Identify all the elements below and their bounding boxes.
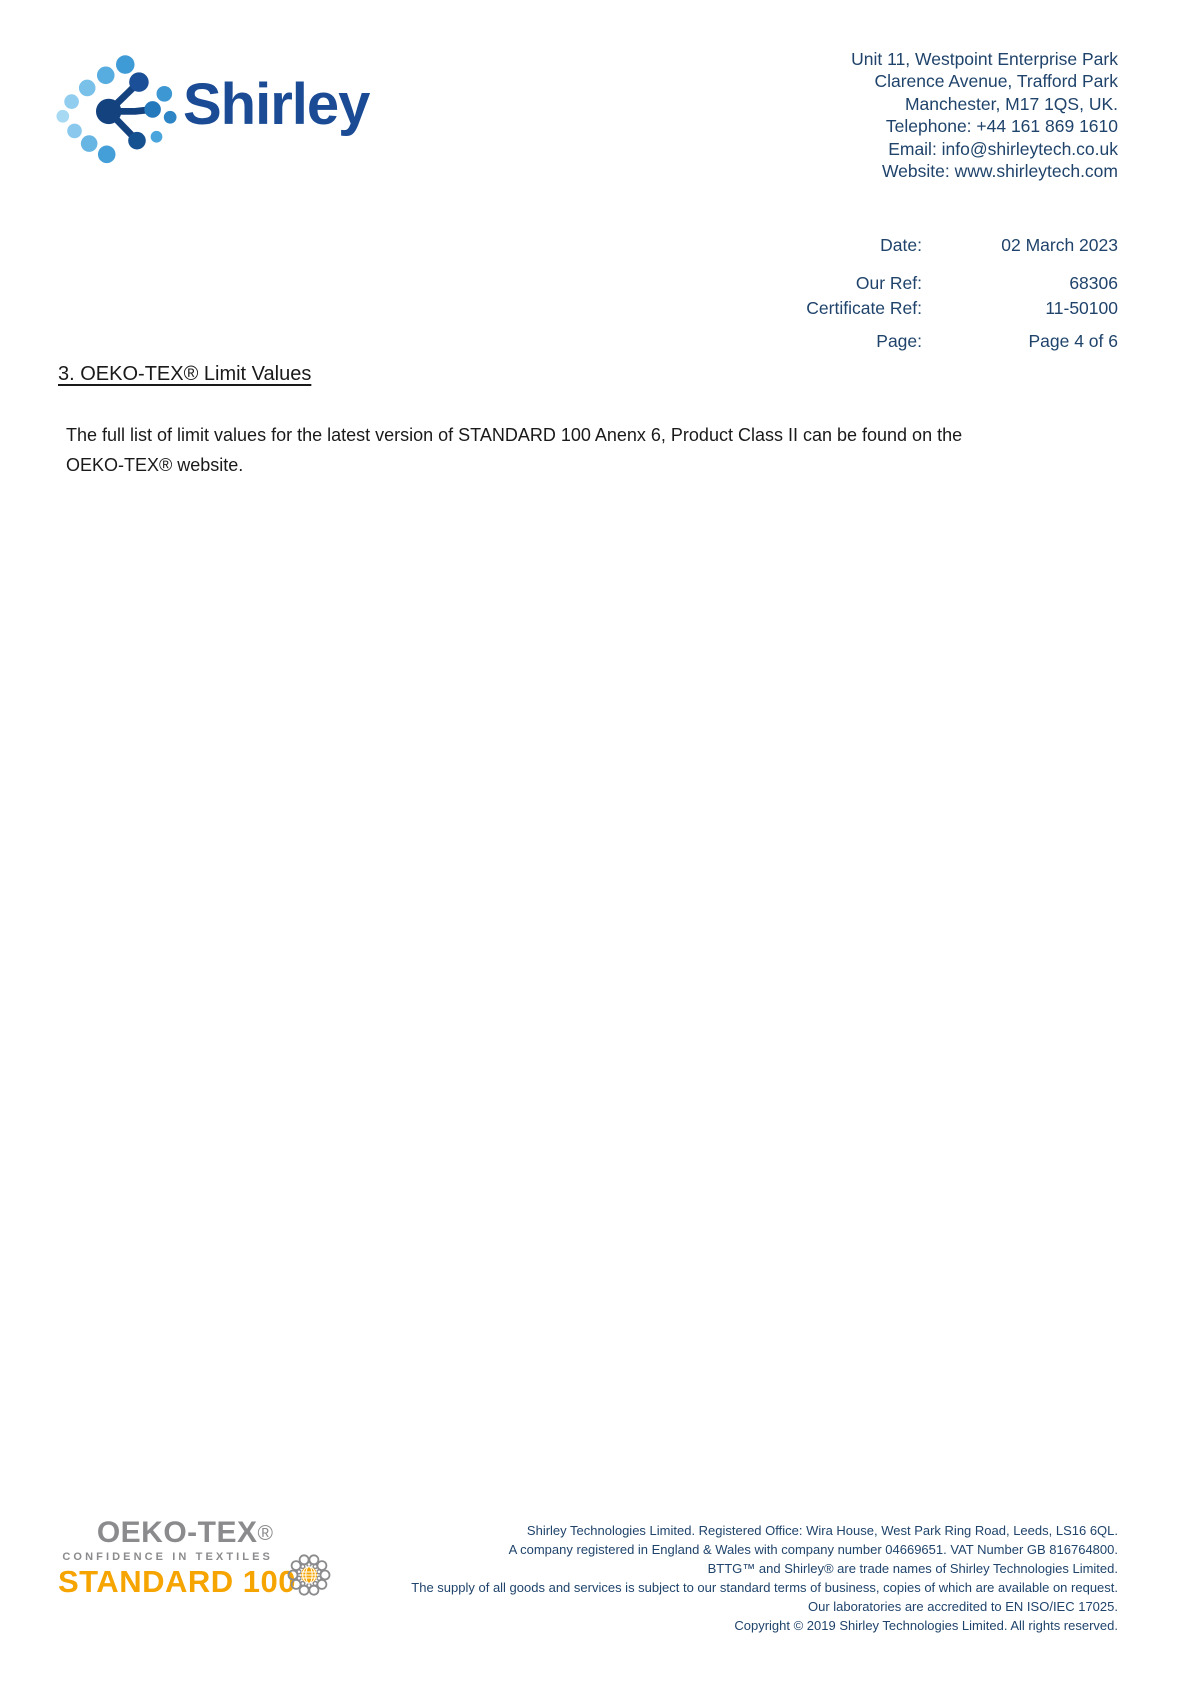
section-body: The full list of limit values for the latest version of STANDARD 100 Anenx 6, Product Class II can be found on the OEKO-TEX® website.: [66, 425, 963, 475]
address-line: Telephone: +44 161 869 1610: [885, 116, 1118, 137]
page-number: Page 4 of 6: [1028, 331, 1118, 351]
legal-line: The supply of all goods and services is subject to our standard terms of business, copies of which are available on request.: [411, 1580, 1118, 1595]
legal-line: A company registered in England & Wales with company number 04669651. VAT Number GB 816764800.: [508, 1542, 1118, 1557]
legal-footer: [411, 1521, 1118, 1635]
legal-line: Our laboratories are accredited to EN ISO/IEC 17025.: [808, 1599, 1118, 1614]
meta-row-our-ref: [598, 272, 1118, 294]
address-line: Clarence Avenue, Trafford Park: [874, 71, 1118, 92]
address-line: Email: info@shirleytech.co.uk: [888, 138, 1118, 159]
shirley-wordmark: Shirley: [183, 72, 370, 137]
date-label: Date:: [880, 235, 922, 255]
our-ref-value: 68306: [1069, 273, 1118, 293]
certificate-ref-value: 11-50100: [1045, 298, 1118, 318]
company-address: [851, 48, 1118, 182]
meta-row-page: [598, 330, 1118, 352]
oekotex-standard-100: STANDARD 100: [58, 1564, 296, 1599]
date-value: 02 March 2023: [1001, 235, 1118, 255]
oekotex-globe-emblem-icon: [286, 1552, 332, 1603]
shirley-molecule-icon: [55, 48, 177, 166]
registered-trademark-symbol: ®: [257, 1522, 273, 1545]
meta-row-date: [598, 234, 1118, 256]
oekotex-subtitle: CONFIDENCE IN TEXTILES: [62, 1551, 273, 1563]
legal-line: BTTG™ and Shirley® are trade names of Shirley Technologies Limited.: [707, 1561, 1118, 1576]
oekotex-standard100-logo: [58, 1516, 348, 1599]
certificate-ref-label: Certificate Ref:: [806, 298, 922, 318]
page-label: Page:: [876, 331, 922, 351]
address-line: Website: www.shirleytech.com: [881, 161, 1118, 182]
section-heading: 3. OEKO-TEX® Limit Values: [58, 363, 312, 385]
shirley-logo: [55, 48, 369, 166]
legal-line: Shirley Technologies Limited. Registered Office: Wira House, West Park Ring Road, Leeds, LS16 6QL.: [526, 1523, 1118, 1538]
oekotex-title: OEKO-TEX®: [96, 1516, 273, 1549]
address-line: Unit 11, Westpoint Enterprise Park: [851, 49, 1118, 69]
meta-row-certificate-ref: [598, 297, 1118, 319]
legal-line: Copyright © 2019 Shirley Technologies Limited. All rights reserved.: [734, 1618, 1118, 1633]
our-ref-label: Our Ref:: [855, 273, 922, 293]
address-line: Manchester, M17 1QS, UK.: [904, 93, 1118, 114]
oekotex-logo-text: [58, 1516, 296, 1599]
